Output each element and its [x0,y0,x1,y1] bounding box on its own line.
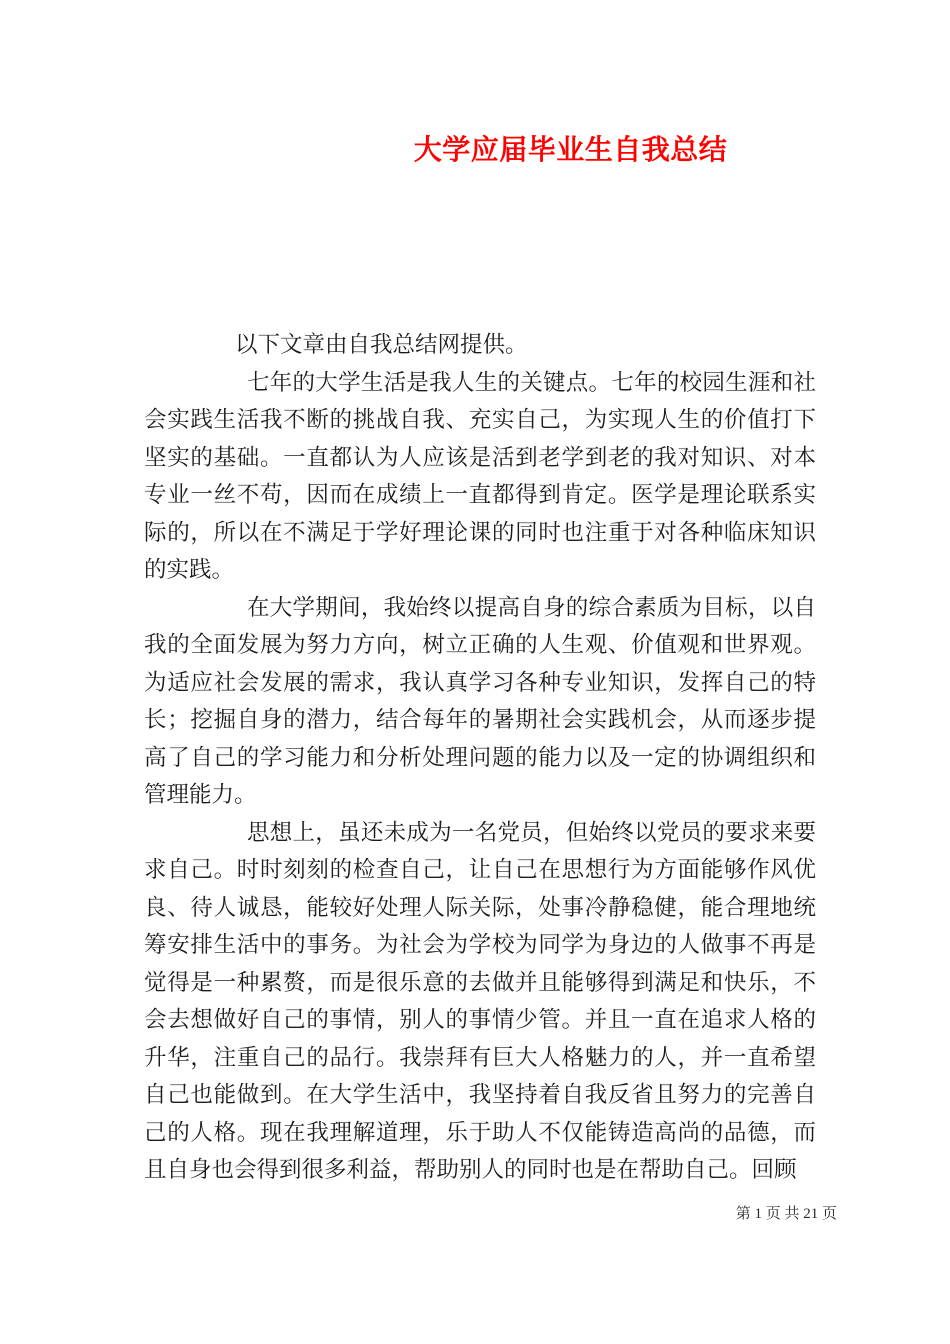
paragraph: 在大学期间，我始终以提高自身的综合素质为目标，以自我的全面发展为努力方向，树立正确的人生观、价值观和世界观。为适应社会发展的需求，我认真学习各种专业知识，发挥自己的特长；挖掘自身的潜力，结合每年的暑期社会实践机会，从而逐步提高了自己的学习能力和分析处理问题的能力以及一定的协调组织和管理能力。 [144,594,816,807]
paragraph-intro: 以下文章由自我总结网提供。 [235,332,528,357]
document-title: 大学应届毕业生自我总结 [413,134,728,165]
document-body [144,326,816,1189]
paragraph: 七年的大学生活是我人生的关键点。七年的校园生涯和社会实践生活我不断的挑战自我、充实自己，为实现人生的价值打下坚实的基础。一直都认为人应该是活到老学到老的我对知识、对本专业一丝不苟，因而在成绩上一直都得到肯定。医学是理论联系实际的，所以在不满足于学好理论课的同时也注重于对各种临床知识的实践。 [144,369,816,582]
page-number-footer: 第 1 页 共 21 页 [735,1206,837,1222]
paragraph: 思想上，虽还未成为一名党员，但始终以党员的要求来要求自己。时时刻刻的检查自己，让自己在思想行为方面能够作风优良、待人诚恳，能较好处理人际关际，处事冷静稳健，能合理地统筹安排生活中的事务。为社会为学校为同学为身边的人做事不再是觉得是一种累赘，而是很乐意的去做并且能够得到满足和快乐，不会去想做好自己的事情，别人的事情少管。并且一直在追求人格的升华，注重自己的品行。我崇拜有巨大人格魅力的人，并一直希望自己也能做到。在大学生活中，我坚持着自我反省且努力的完善自己的人格。现在我理解道理，乐于助人不仅能铸造高尚的品德，而且自身也会得到很多利益，帮助别人的同时也是在帮助自己。回顾 [144,819,816,1182]
